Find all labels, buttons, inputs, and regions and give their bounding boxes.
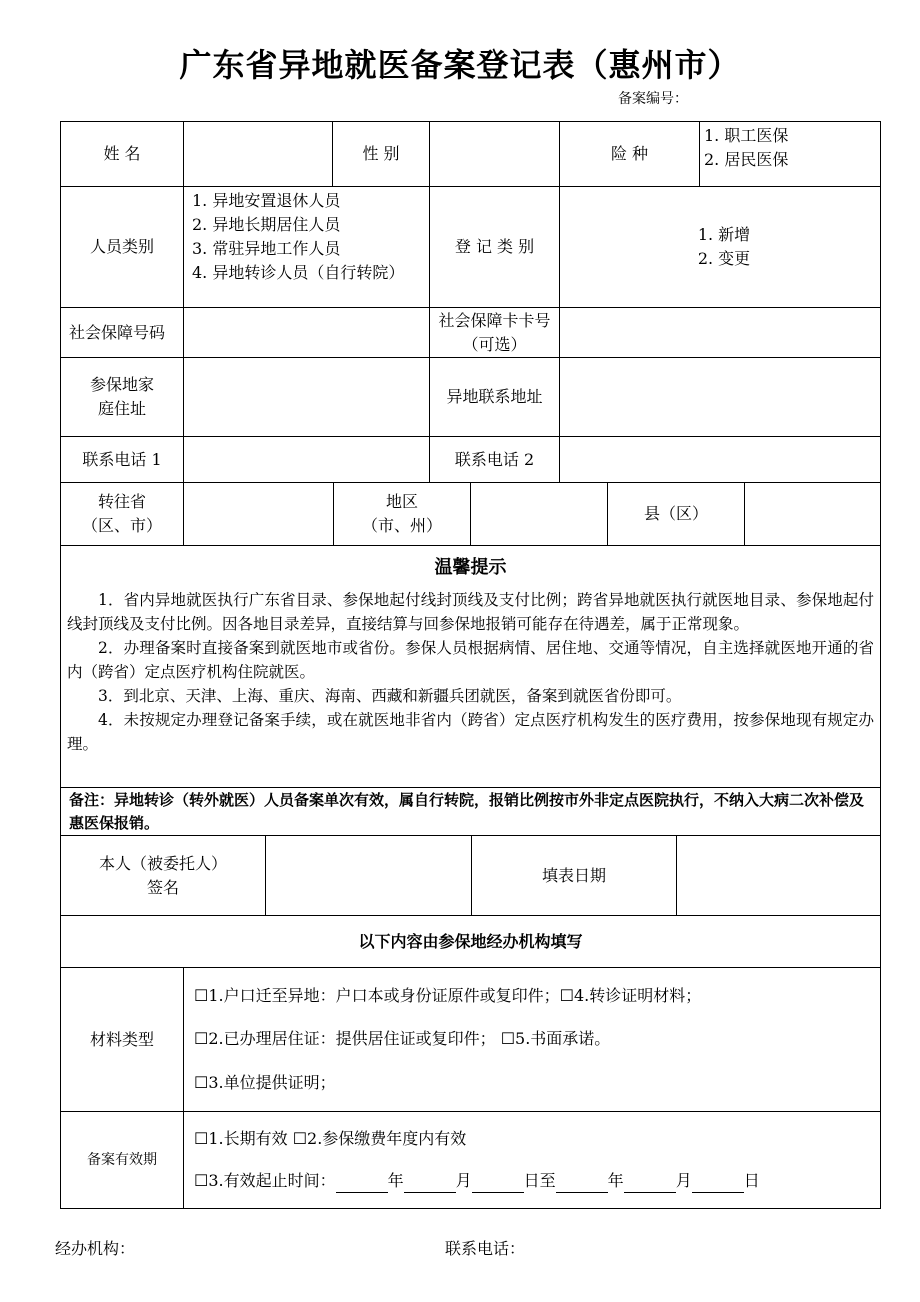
tip-item: 3．到北京、天津、上海、重庆、海南、西藏和新疆兵团就医，备案到就医省份即可。 — [98, 687, 682, 705]
region-label — [333, 482, 471, 546]
month-unit: 月 — [675, 1171, 692, 1190]
validity-options[interactable] — [183, 1111, 881, 1209]
start-day-blank[interactable] — [472, 1175, 524, 1193]
tip-item: 1．省内异地就医执行广东省目录、参保地起付线封顶线及支付比例；跨省异地就医执行就医地目录、参保地起付线封顶线及支付比例。因各地目录差异，直接结算与回参保地报销可能存在待遇差，属于正常现象。 — [67, 591, 874, 633]
registration-option-change: 2. 变更 — [697, 249, 751, 268]
fill-date-label: 填表日期 — [471, 835, 677, 916]
record-number-label: 备案编号： — [618, 91, 688, 107]
category-option: 1. 异地安置退休人员 — [192, 191, 341, 210]
category-option: 4. 异地转诊人员（自行转院） — [192, 263, 405, 282]
region-label-line2: （市、州） — [361, 516, 442, 535]
validity-label: 备案有效期 — [60, 1111, 184, 1209]
material-option[interactable]: ☐3.单位提供证明； — [194, 1073, 336, 1093]
note-text: 备注：异地转诊（转外就医）人员备案单次有效，属自行转院，报销比例按市外非定点医院执行，不纳入大病二次补偿及惠医保报销。 — [60, 787, 881, 836]
name-label: 姓 名 — [60, 121, 184, 187]
end-month-blank[interactable] — [624, 1175, 676, 1193]
start-month-blank[interactable] — [404, 1175, 456, 1193]
remote-address-label: 异地联系地址 — [429, 357, 560, 437]
region-label-line1: 地区 — [385, 492, 418, 511]
region-field[interactable] — [470, 482, 608, 546]
gender-label: 性 别 — [332, 121, 430, 187]
name-field[interactable] — [183, 121, 333, 187]
tip-item: 2．办理备案时直接备案到就医地市或省份。参保人员根据病情、居住地、交通等情况，自主选择就医地开通的省内（跨省）定点医疗机构住院就医。 — [67, 639, 874, 681]
social-security-number-label: 社会保障号码 — [60, 307, 184, 358]
phone1-field[interactable] — [183, 436, 430, 483]
agency-section-heading: 以下内容由参保地经办机构填写 — [60, 915, 881, 968]
phone2-label: 联系电话 2 — [429, 436, 560, 483]
county-label: 县（区） — [607, 482, 745, 546]
category-option: 3. 常驻异地工作人员 — [192, 239, 341, 258]
phone-footer-label: 联系电话： — [445, 1239, 526, 1258]
registration-type-label: 登 记 类 别 — [429, 186, 560, 308]
month-unit: 月 — [455, 1171, 472, 1190]
home-address-field[interactable] — [183, 357, 430, 437]
phone1-label: 联系电话 1 — [60, 436, 184, 483]
destination-province-field[interactable] — [183, 482, 334, 546]
validity-range-prefix: ☐3.有效起止时间： — [194, 1171, 336, 1190]
signature-field[interactable] — [265, 835, 472, 916]
day-unit: 日 — [743, 1171, 760, 1190]
registration-type-options[interactable] — [559, 186, 881, 308]
phone2-field[interactable] — [559, 436, 881, 483]
start-year-blank[interactable] — [336, 1175, 388, 1193]
category-option: 2. 异地长期居住人员 — [192, 215, 341, 234]
social-security-card-field[interactable] — [559, 307, 881, 358]
insurance-type-label: 险 种 — [559, 121, 700, 187]
agency-footer-label: 经办机构： — [55, 1239, 136, 1258]
validity-option[interactable]: ☐1.长期有效 ☐2.参保缴费年度内有效 — [194, 1129, 467, 1148]
tip-item: 4．未按规定办理登记备案手续，或在就医地非省内（跨省）定点医疗机构发生的医疗费用，按参保地现有规定办理。 — [67, 711, 874, 753]
material-option[interactable]: ☐2.已办理居住证：提供居住证或复印件； ☐5.书面承诺。 — [194, 1029, 611, 1049]
signer-label — [60, 835, 266, 916]
material-option[interactable]: ☐1.户口迁至异地：户口本或身份证原件或复印件；☐4.转诊证明材料； — [194, 985, 702, 1005]
year-unit: 年 — [387, 1171, 404, 1190]
signer-label-line2: 签名 — [146, 877, 179, 897]
end-year-blank[interactable] — [556, 1175, 608, 1193]
year-unit: 年 — [607, 1171, 624, 1190]
tips-heading: 温馨提示 — [434, 557, 507, 578]
tips-section — [60, 545, 881, 788]
validity-date-range[interactable] — [194, 1169, 760, 1193]
gender-field[interactable] — [429, 121, 560, 187]
province-label-line1: 转往省 — [97, 492, 146, 511]
insurance-option-resident: 2. 居民医保 — [704, 150, 789, 169]
end-day-blank[interactable] — [692, 1175, 744, 1193]
province-label-line2: （区、市） — [81, 516, 162, 535]
county-field[interactable] — [744, 482, 881, 546]
registration-option-new: 1. 新增 — [697, 225, 751, 244]
personnel-category-options[interactable] — [183, 186, 430, 308]
destination-province-label — [60, 482, 184, 546]
signer-label-line1: 本人（被委托人） — [98, 853, 227, 873]
materials-options[interactable] — [183, 967, 881, 1112]
form-title: 广东省异地就医备案登记表（惠州市） — [179, 46, 741, 84]
social-security-number-field[interactable] — [183, 307, 430, 358]
materials-label: 材料类型 — [60, 967, 184, 1112]
social-security-card-label: 社会保障卡卡号（可选） — [429, 307, 560, 358]
insurance-option-employee: 1. 职工医保 — [704, 126, 789, 145]
day-to-unit: 日至 — [523, 1171, 556, 1190]
fill-date-field[interactable] — [676, 835, 881, 916]
remote-address-field[interactable] — [559, 357, 881, 437]
insurance-type-options[interactable] — [699, 121, 881, 187]
personnel-category-label: 人员类别 — [60, 186, 184, 308]
home-address-label: 参保地家庭住址 — [60, 357, 184, 437]
